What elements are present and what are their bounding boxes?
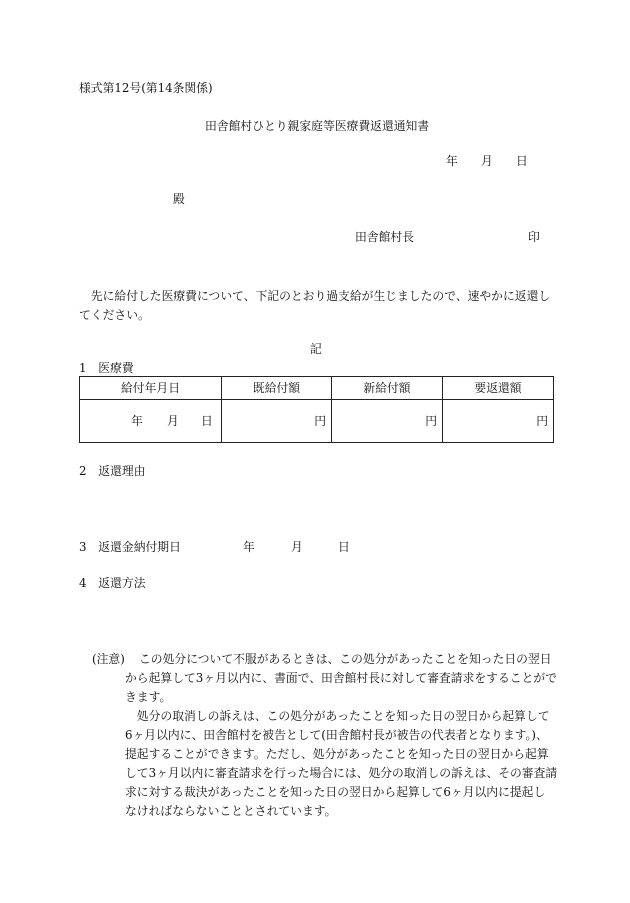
payment-date-year: 年 <box>131 414 143 428</box>
note-line: きます。 <box>125 690 172 704</box>
due-year: 年 <box>243 540 255 554</box>
body-line: 先に給付した医療費について、下記のとおり過支給が生じましたので、速やかに返還し <box>79 289 551 303</box>
header-paid-amount: 既給付額 <box>222 377 332 400</box>
section-medical-heading: 1 医療費 <box>79 361 134 375</box>
note-line: 処分の取消しの訴えは、この処分があったことを知った日の翌日から起算して <box>125 709 550 723</box>
refund-amount-cell: 円 <box>443 400 554 443</box>
issuer-name: 田舎館村長 <box>355 230 414 244</box>
paid-amount-cell: 円 <box>222 400 332 443</box>
note-line: して3ヶ月以内に審査請求を行った場合には、処分の取消しの訴えは、その審査請 <box>125 766 558 780</box>
note-line: なければならないこととされています。 <box>125 804 337 818</box>
table-row <box>80 400 554 443</box>
header-payment-date: 給付年月日 <box>80 377 222 400</box>
form-number: 様式第12号(第14条関係) <box>79 81 213 95</box>
note-line: この処分について不服があるときは、この処分があったことを知った日の翌日 <box>139 652 552 666</box>
note-line: 提起することができます。ただし、処分があったことを知った日の翌日から起算 <box>125 747 549 761</box>
payment-date-month: 月 <box>167 414 179 428</box>
note-line: 求に対する裁決があったことを知った日の翌日から起算して6ヶ月以内に提起し <box>125 785 546 799</box>
section-due-heading: 3 返還金納付期日 <box>79 540 181 554</box>
note-line: 6ヶ月以内に、田舎館村を被告として(田舎館村長が被告の代表者となります。)、 <box>125 728 548 742</box>
issue-date-year: 年 <box>446 154 458 168</box>
payment-date-cell <box>80 400 222 443</box>
section-reason-heading: 2 返還理由 <box>79 464 146 478</box>
issue-date-month: 月 <box>481 154 493 168</box>
section-method-heading: 4 返還方法 <box>79 576 146 590</box>
document-title: 田舎館村ひとり親家庭等医療費返還通知書 <box>205 119 430 133</box>
issue-date-day: 日 <box>516 154 528 168</box>
addressee-suffix: 殿 <box>173 192 185 206</box>
due-day: 日 <box>338 540 350 554</box>
body-line: てください。 <box>79 308 150 322</box>
payment-date-day: 日 <box>201 414 213 428</box>
note-line: から起算して3ヶ月以内に、書面で、田舎館村長に対して審査請求をすることがで <box>125 671 557 685</box>
header-new-amount: 新給付額 <box>332 377 443 400</box>
due-month: 月 <box>291 540 303 554</box>
table-header-row <box>80 377 554 400</box>
issuer-seal: 印 <box>528 230 540 244</box>
new-amount-cell: 円 <box>332 400 443 443</box>
ki-heading: 記 <box>310 342 322 356</box>
note-label: (注意) <box>92 652 125 666</box>
refund-amount-table <box>79 376 554 443</box>
header-refund-amount: 要返還額 <box>443 377 554 400</box>
